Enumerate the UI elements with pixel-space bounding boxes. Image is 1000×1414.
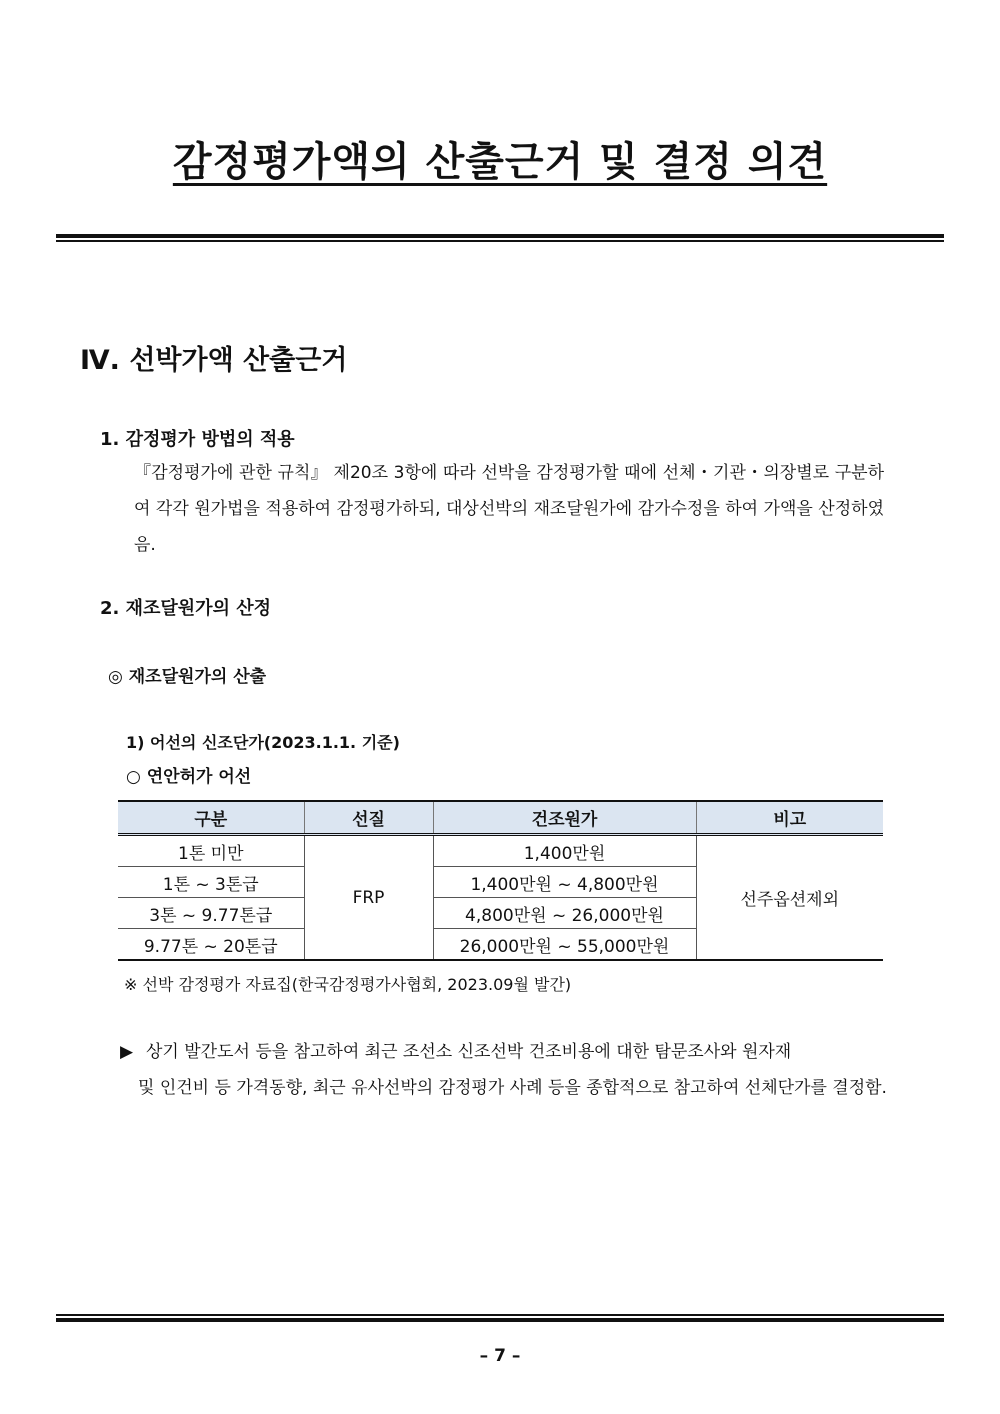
header-material: 선질 (304, 801, 433, 835)
item1-body: 『감정평가에 관한 규칙』 제20조 3항에 따라 선박을 감정평가할 때에 선체・기관・의장별로 구분하여 각각 원가법을 적용하여 감정평가하되, 대상선박의 재조달원가에 감가수정을 하여 가액을 산정하였음. (134, 463, 884, 555)
table-row (118, 835, 883, 867)
conclusion-paragraph (120, 1034, 892, 1106)
table-header-row (118, 801, 883, 835)
item1-heading: 1. 감정평가 방법의 적용 (100, 429, 295, 450)
sub2-heading: ○ 연안허가 어선 (126, 767, 252, 787)
top-divider (56, 234, 944, 242)
header-remark: 비고 (696, 801, 883, 835)
conclusion-line1: 상기 발간도서 등을 참고하여 최근 조선소 신조선박 건조비용에 대한 탐문조사와 원자재 (146, 1042, 792, 1062)
row-category: 9.77톤 ~ 20톤급 (118, 929, 304, 961)
source-note: ※ 선박 감정평가 자료집(한국감정평가사협회, 2023.09월 발간) (124, 975, 572, 994)
subheading: ◎ 재조달원가의 산출 (108, 667, 267, 687)
document-title: 감정평가액의 산출근거 및 결정 의견 (172, 139, 828, 185)
section-heading: Ⅳ. 선박가액 산출근거 (80, 345, 348, 376)
header-cost: 건조원가 (433, 801, 696, 835)
row-cost: 26,000만원 ~ 55,000만원 (433, 929, 696, 961)
row-category: 1톤 ~ 3톤급 (118, 867, 304, 898)
header-category: 구분 (118, 801, 304, 835)
row-cost: 4,800만원 ~ 26,000만원 (433, 898, 696, 929)
item2-heading: 2. 재조달원가의 산정 (100, 598, 271, 619)
bottom-divider (56, 1314, 944, 1322)
triangle-bullet-icon: ▶ (120, 1042, 134, 1062)
sub1-heading: 1) 어선의 신조단가(2023.1.1. 기준) (126, 733, 400, 752)
row-cost: 1,400만원 (433, 835, 696, 867)
conclusion-rest: 및 인건비 등 가격동향, 최근 유사선박의 감정평가 사례 등을 종합적으로 참고하여 선체단가를 결정함. (138, 1078, 887, 1098)
cost-table (118, 800, 883, 961)
page-number: – 7 – (479, 1346, 521, 1366)
material-cell: FRP (304, 835, 433, 961)
row-cost: 1,400만원 ~ 4,800만원 (433, 867, 696, 898)
row-category: 3톤 ~ 9.77톤급 (118, 898, 304, 929)
row-category: 1톤 미만 (118, 835, 304, 867)
remark-cell: 선주옵션제외 (696, 835, 883, 961)
